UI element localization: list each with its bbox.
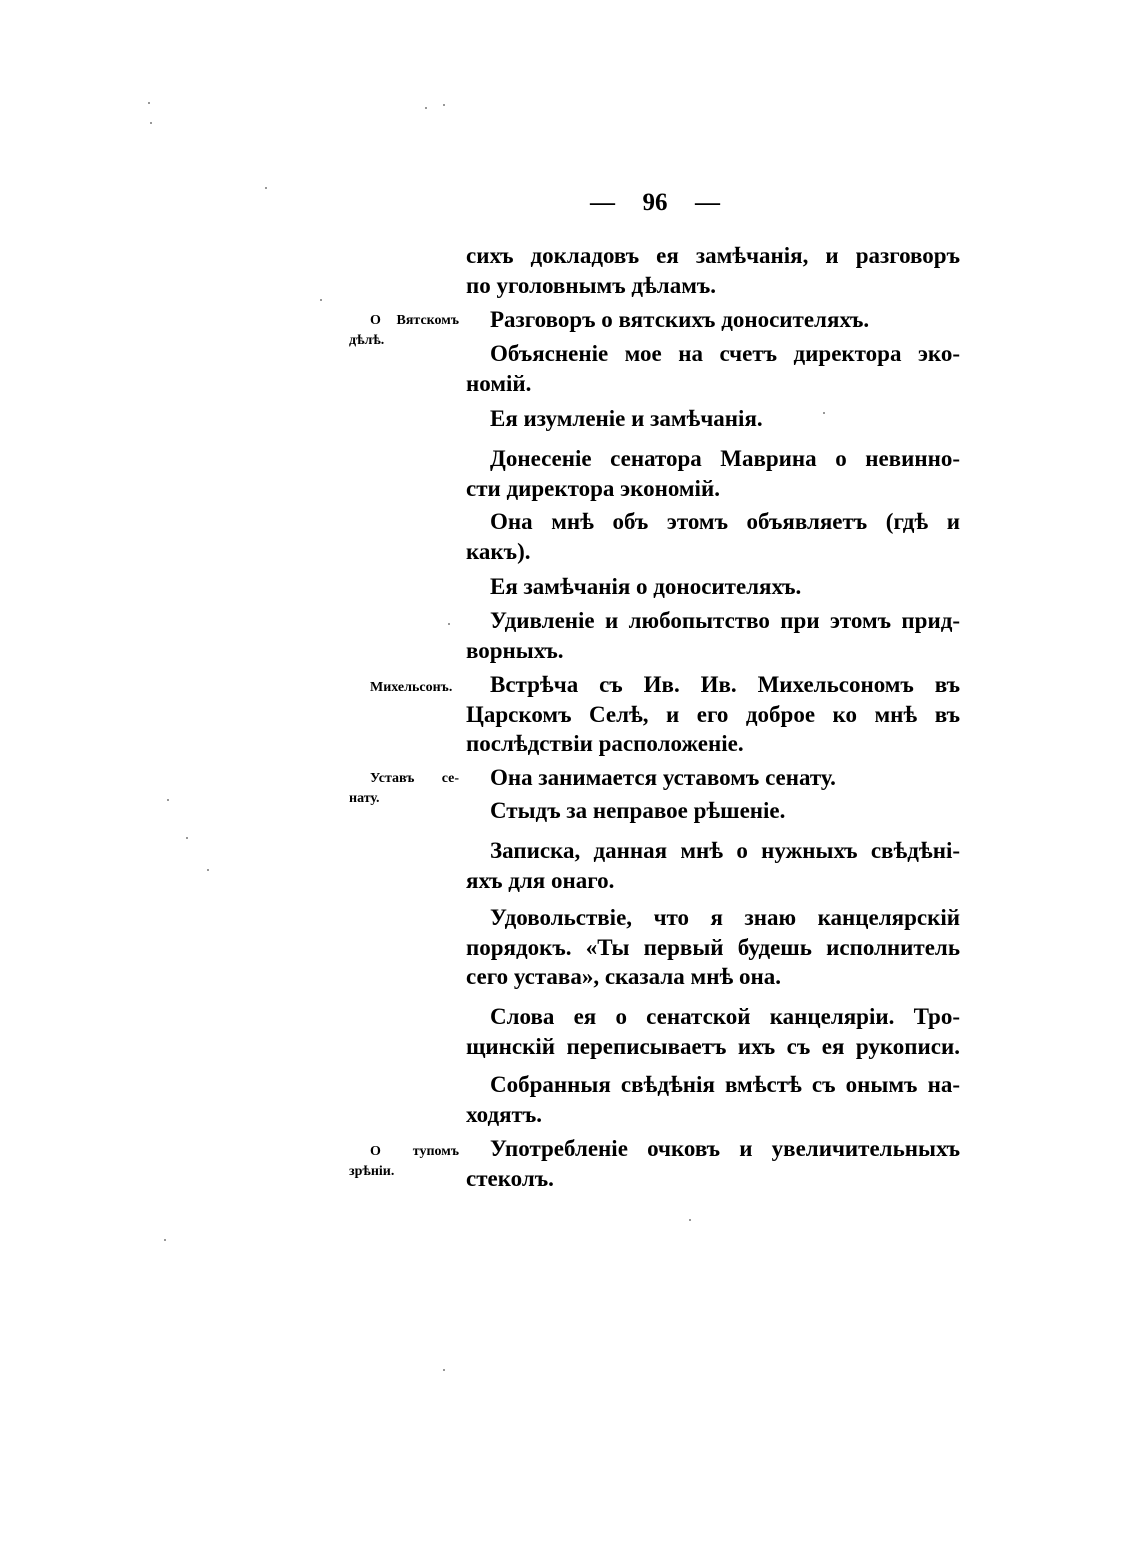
text-line: порядокъ. «Ты первый будешь исполнитель — [466, 934, 960, 960]
page-header — [590, 188, 720, 218]
scan-speck — [689, 1219, 691, 1221]
paragraph — [466, 507, 960, 566]
margin-note — [349, 1142, 459, 1182]
scan-speck — [320, 299, 322, 301]
text-line: щинскій переписываетъ ихъ съ ея рукописи. — [466, 1033, 960, 1059]
text-line: Разговоръ о вятскихъ доносителяхъ. — [490, 307, 870, 332]
text-line: номій. — [466, 370, 532, 396]
margin-note-line: Уставъ се- — [370, 771, 459, 786]
text-line: стеколъ. — [466, 1165, 554, 1191]
paragraph — [466, 1002, 960, 1061]
paragraph — [466, 572, 960, 602]
text-line: Употребленіе очковъ и увеличительныхъ — [490, 1136, 960, 1161]
paragraph — [466, 796, 960, 826]
margin-note — [349, 311, 459, 351]
margin-note-line: О Вятскомъ — [370, 313, 459, 328]
margin-note-line: дѣлѣ. — [349, 333, 385, 348]
text-line: Ея замѣчанія о доносителяхъ. — [490, 574, 802, 599]
margin-note — [349, 678, 459, 698]
scan-speck — [443, 1369, 445, 1371]
scan-speck — [148, 102, 150, 104]
scan-speck — [265, 187, 267, 189]
text-line: сихъ докладовъ ея замѣчанія, и разговоръ — [466, 243, 960, 268]
scan-speck — [164, 1239, 166, 1241]
text-line: яхъ для онаго. — [466, 867, 615, 893]
paragraph — [466, 1134, 960, 1193]
paragraph — [466, 305, 960, 335]
paragraph — [466, 444, 960, 503]
text-line: Донесеніе сенатора Маврина о невинно- — [490, 446, 960, 471]
text-line: послѣдствіи расположеніе. — [466, 731, 744, 756]
text-line: сего устава», сказала мнѣ она. — [466, 964, 782, 989]
text-line: какъ). — [466, 538, 531, 564]
paragraph — [466, 241, 960, 300]
text-line: Объясненіе мое на счетъ директора эко- — [490, 341, 960, 366]
text-line: Встрѣча съ Ив. Ив. Михельсономъ въ — [490, 672, 960, 697]
text-line: ходятъ. — [466, 1101, 542, 1127]
text-line: сти директора экономій. — [466, 475, 720, 501]
scan-speck — [443, 104, 445, 106]
margin-note-line: О тупомъ — [370, 1144, 459, 1159]
page-number-dash-right: — — [695, 189, 720, 216]
text-line: ворныхъ. — [466, 637, 564, 663]
scan-speck — [448, 623, 450, 625]
scan-speck — [167, 799, 169, 801]
page-number-dash-left: — — [590, 189, 615, 216]
scan-speck — [425, 107, 427, 109]
paragraph — [466, 836, 960, 895]
margin-note-line: Михельсонъ. — [370, 680, 453, 695]
text-line: Собранныя свѣдѣнія вмѣстѣ съ онымъ на- — [490, 1072, 960, 1097]
paragraph — [466, 903, 960, 992]
text-line: по уголовнымъ дѣламъ. — [466, 272, 717, 298]
paragraph — [466, 670, 960, 759]
page-number: 96 — [642, 189, 668, 216]
text-line: Она мнѣ объ этомъ объявляетъ (гдѣ и — [490, 509, 960, 534]
scan-speck — [186, 837, 188, 839]
paragraph — [466, 763, 960, 793]
text-line: Она занимается уставомъ сенату. — [490, 765, 836, 790]
text-line: Удивленіе и любопытство при этомъ прид- — [490, 608, 960, 633]
scan-speck — [150, 122, 152, 124]
text-line: Стыдъ за неправое рѣшеніе. — [490, 798, 786, 823]
text-line: Ея изумленіе и замѣчанія. — [490, 406, 763, 431]
margin-note-line: зрѣніи. — [349, 1164, 395, 1179]
margin-note-line: нату. — [349, 791, 380, 806]
paragraph — [466, 1070, 960, 1129]
text-line: Царскомъ Селѣ, и его доброе ко мнѣ въ — [466, 701, 960, 727]
paragraph — [466, 339, 960, 398]
paragraph — [466, 606, 960, 665]
text-line: Слова ея о сенатской канцеляріи. Тро- — [490, 1004, 960, 1029]
text-line: Удовольствіе, что я знаю канцелярскій — [490, 905, 960, 930]
text-line: Записка, данная мнѣ о нужныхъ свѣдѣні- — [490, 838, 960, 863]
paragraph — [466, 404, 960, 434]
margin-note — [349, 769, 459, 809]
scan-speck — [207, 869, 209, 871]
